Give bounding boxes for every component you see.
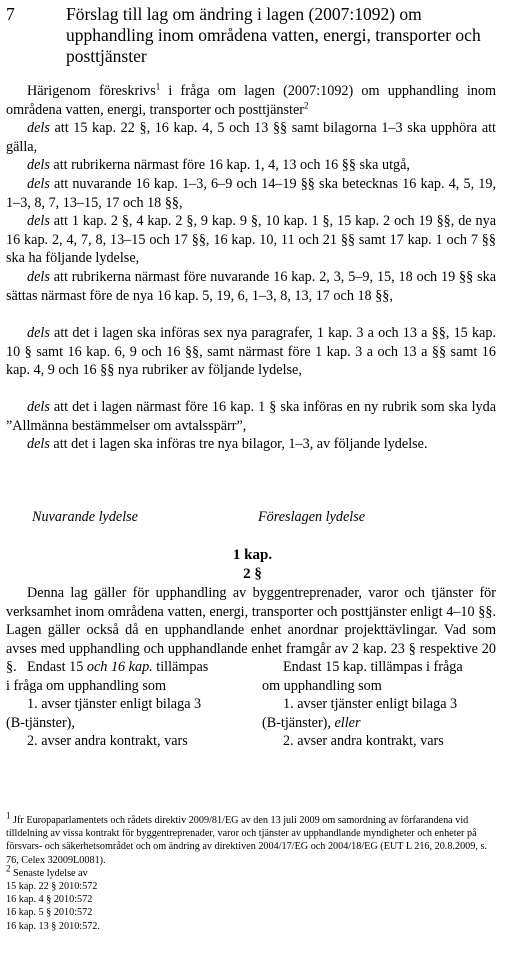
dels-text: att det i lagen ska införas tre nya bilagor, 1–3, av följande lydelse. [53, 436, 428, 452]
dels-item [6, 212, 496, 268]
proposed-wording-column [262, 658, 498, 751]
footnote-2-line: 15 kap. 22 § 2010:572 [6, 881, 98, 893]
footnotes [6, 810, 500, 933]
paragraph-heading: 2 § [243, 566, 262, 582]
left-line: (B-tjänster), [6, 714, 75, 731]
right-line: 2. avser andra kontrakt, vars [283, 733, 444, 750]
dels-text: att 1 kap. 2 §, 4 kap. 2 §, 9 kap. 9 §, 10 kap. 1 §, 15 kap. 2 och 19 §§, de nya 16 kap. 2, 4, 7, 8, 13–15 och 17 §§, 16 kap. 10, 11 och 21 §§ samt 17 kap. 1 och 7 §§ ska ha följande lydelse, [6, 213, 497, 267]
right-line: Endast 15 kap. tillämpas i fråga [283, 659, 463, 675]
left-line: 2. avser andra kontrakt, vars [27, 733, 188, 750]
dels-word: dels [27, 269, 50, 285]
footnote-1: $^1$ Jfr Europaparlamentets och rådets direktiv 2009/81/EG av den 13 juli 2009 om samordning av förfarandena vid tilldelning av vissa kontrakt för byggentreprenader, varor och tjänster av upphandlande myndigheter och enheter på försvars- och säkerhetsområdet och om ändring av direktiven 2004/17/EG och 2004/18/EG (EUT L 216, 20.8.2009, s. 76, Celex 32009L0081). [6, 810, 487, 866]
intro-lead-a: Härigenom föreskrivs [27, 83, 156, 99]
intro-lead-b: i fråga om lagen (2007:1092) om upphandling inom områdena vatten, energi, transporter och posttjänster [6, 83, 497, 118]
left-line: 1. avser tjänster enligt bilaga 3 [27, 696, 202, 713]
heading-title: Förslag till lag om ändring i lagen (2007:1092) om upphandling inom områdena vatten, energi, transporter och posttjänster [66, 4, 481, 66]
dels-item [6, 268, 496, 305]
dels-word: dels [27, 325, 50, 341]
dels-item [6, 156, 496, 175]
footnote-2: $^2$ Senaste lydelse av [6, 863, 88, 879]
heading-number: 7 [6, 4, 15, 24]
chapter-heading: 1 kap. [232, 547, 273, 563]
dels-item [6, 175, 496, 212]
left-line: Endast 15 och 16 kap. tillämpas [27, 659, 209, 675]
footnote-2-line: 16 kap. 5 § 2010:572 [6, 907, 93, 919]
dels-word: dels [27, 176, 50, 192]
dels-word: dels [27, 399, 50, 415]
dels-word: dels [27, 436, 50, 452]
dels-text: att det i lagen närmast före 16 kap. 1 § ska införas en ny rubrik som ska lyda ”Allmänna bestämmelser om avtalsspärr”, [6, 399, 496, 434]
footnote-ref-1: 1 [155, 81, 161, 92]
dels-word: dels [27, 213, 50, 229]
section-body-text: Denna lag gäller för upphandling av byggentreprenader, varor och tjänster för verksamhet inom områdena vatten, energi, transporter och posttjänster enligt 4–10 §§. Lagen gäller också då en upphandlande enhet anordnar projekttävlingar. Vad som avses med upphandling och upphandlande enhet framgår av 2 kap. 23 § respektive 20 §. [6, 585, 496, 676]
footnote-ref-2: 2 [303, 99, 309, 110]
footnote-2-line: 16 kap. 13 § 2010:572. [6, 920, 100, 932]
dels-text: att det i lagen ska införas sex nya paragrafer, 1 kap. 3 a och 13 a §§, 15 kap. 10 § samt 16 kap. 6, 9 och 16 §§, samt närmast före 1 kap. 3 a och 13 a §§ samt 16 kap. 4, 9 och 16 §§ nya rubriker av följande lydelse, [6, 325, 496, 379]
footnote-2-line: 16 kap. 4 § 2010:572 [6, 894, 93, 906]
current-wording-column [6, 658, 242, 751]
intro-paragraph [6, 82, 496, 119]
right-line: 1. avser tjänster enligt bilaga 3 [283, 696, 458, 713]
dels-text: att nuvarande 16 kap. 1–3, 6–9 och 14–19 §§ ska betecknas 16 kap. 4, 5, 19, 1–3, 8, 7, 13–15, 17 och 18 §§, [6, 176, 496, 211]
left-line: i fråga om upphandling som [6, 677, 166, 694]
dels-item [6, 435, 496, 454]
dels-item [6, 324, 496, 380]
dels-word: dels [27, 157, 50, 173]
dels-text: att rubrikerna närmast före 16 kap. 1, 4, 13 och 16 §§ ska utgå, [53, 157, 410, 173]
dels-text: att rubrikerna närmast före nuvarande 16 kap. 2, 3, 5–9, 15, 18 och 19 §§ ska sättas närmast före de nya 16 kap. 5, 19, 6, 1–3, 8, 13, 17 och 18 §§, [6, 269, 497, 304]
dels-item [6, 119, 496, 156]
current-wording-label: Nuvarande lydelse [32, 509, 138, 525]
dels-item [6, 398, 496, 435]
dels-word: dels [27, 120, 50, 136]
dels-text: att 15 kap. 22 §, 16 kap. 4, 5 och 13 §§ samt bilagorna 1–3 ska upphöra att gälla, [6, 120, 497, 155]
right-line: om upphandling som [262, 677, 382, 694]
right-line: (B-tjänster), eller [262, 714, 361, 731]
proposed-wording-label: Föreslagen lydelse [258, 509, 366, 525]
